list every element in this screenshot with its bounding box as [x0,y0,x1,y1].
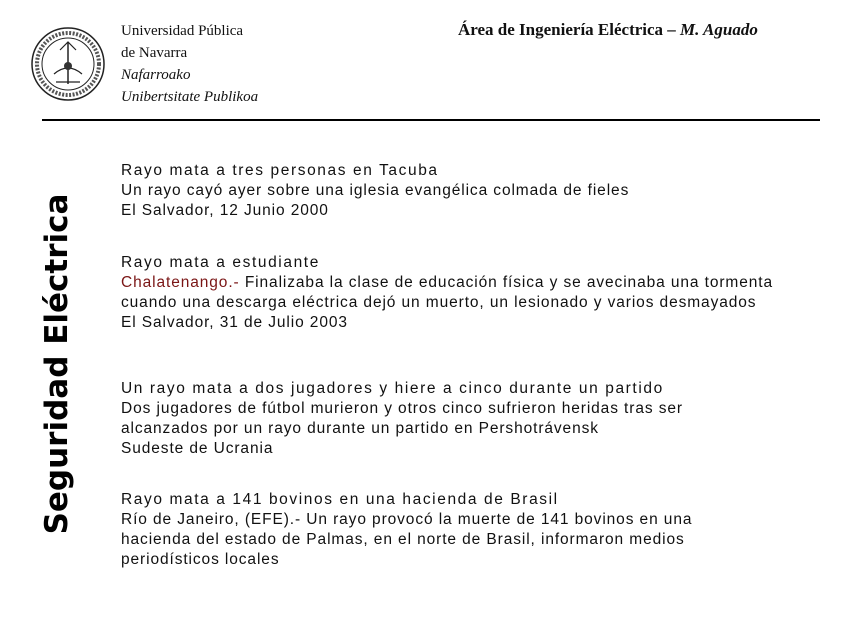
institution-line: de Navarra [121,45,188,61]
news-item [121,490,692,570]
news-title: Rayo mata a estudiante [121,254,320,271]
news-line: alcanzados por un rayo durante un partido en Pershotrávensk [121,420,599,437]
news-item [121,161,629,221]
news-line: El Salvador, 31 de Julio 2003 [121,314,348,331]
news-line: periodísticos locales [121,551,280,568]
institution-name [121,20,258,108]
news-line [121,273,773,293]
institution-line: Universidad Pública [121,23,244,39]
news-item [121,379,683,459]
area-header [458,20,758,40]
header-divider [42,119,820,121]
area-name: Área de Ingeniería Eléctrica – [458,20,676,39]
author-name: M. Aguado [680,20,758,39]
news-place: Chalatenango.- [121,274,240,291]
news-line: cuando una descarga eléctrica dejó un muerto, un lesionado y varios desmayados [121,294,757,311]
news-line: El Salvador, 12 Junio 2000 [121,202,329,219]
university-seal-logo [30,26,106,102]
news-item [121,253,773,333]
news-line: Dos jugadores de fútbol murieron y otros cinco sufrieron heridas tras ser [121,400,683,417]
news-title: Rayo mata a 141 bovinos en una hacienda de Brasil [121,491,559,508]
news-title: Rayo mata a tres personas en Tacuba [121,162,439,179]
institution-line-basque: Nafarroako [121,67,191,83]
news-line: Río de Janeiro, (EFE).- Un rayo provocó la muerte de 141 bovinos en una [121,511,693,528]
side-title: Seguridad Eléctrica [39,193,75,535]
news-title: Un rayo mata a dos jugadores y hiere a cinco durante un partido [121,380,664,397]
news-line: Sudeste de Ucrania [121,440,274,457]
institution-line-basque: Unibertsitate Publikoa [121,89,259,105]
news-line: Un rayo cayó ayer sobre una iglesia evangélica colmada de fieles [121,182,630,199]
news-line: hacienda del estado de Palmas, en el norte de Brasil, informaron medios [121,531,685,548]
news-text: Finalizaba la clase de educación física y se avecinaba una tormenta [239,274,773,291]
